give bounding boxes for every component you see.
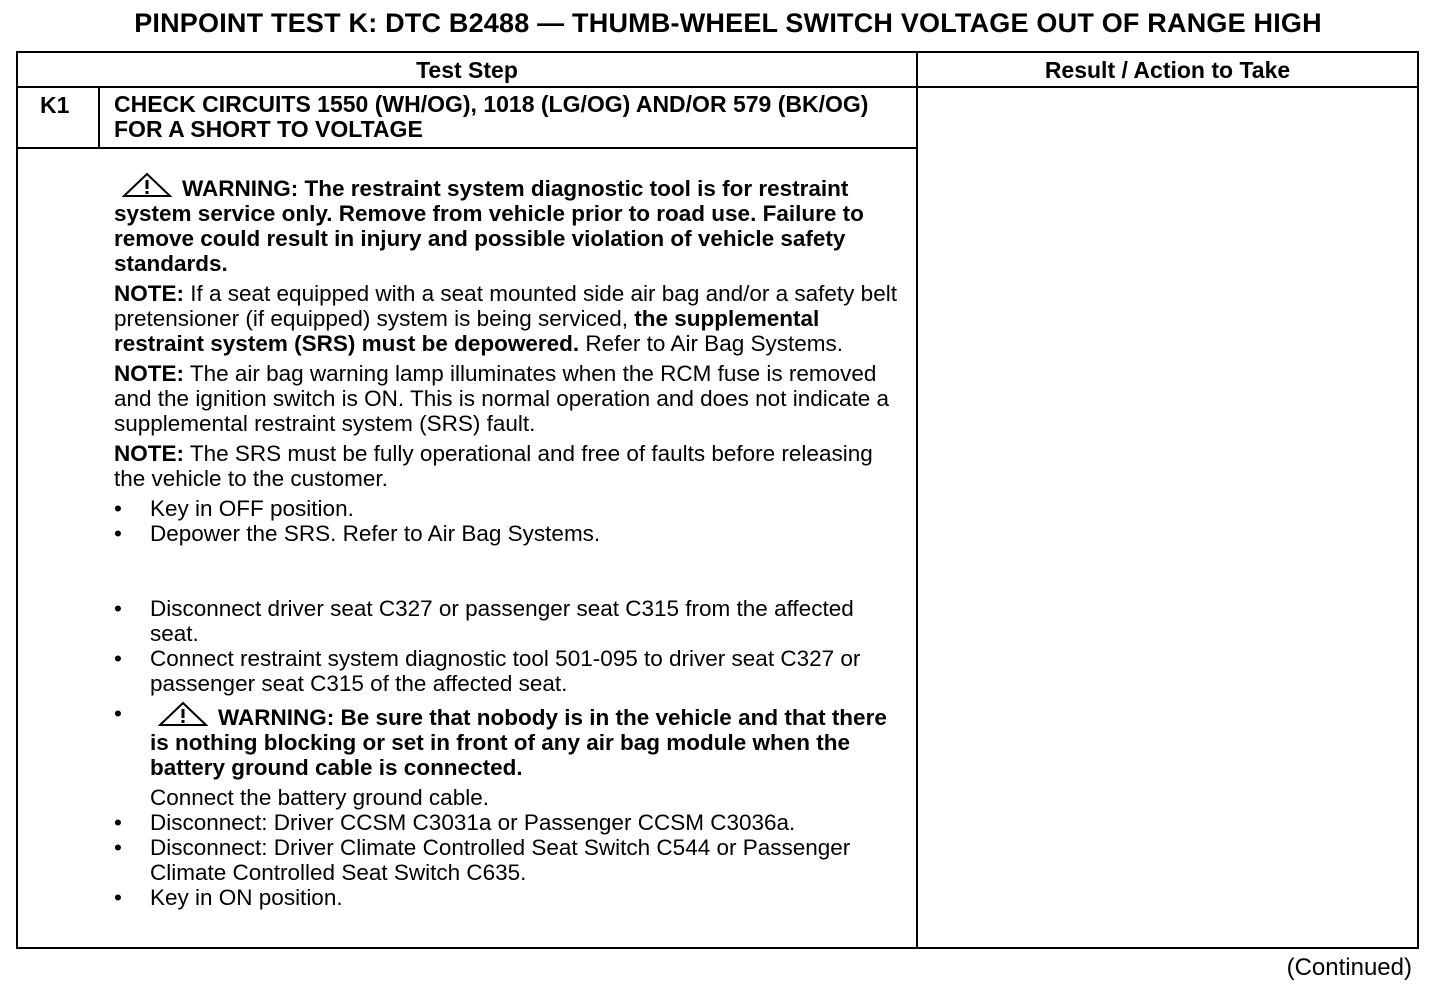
list-item bbox=[114, 885, 904, 910]
page-title: PINPOINT TEST K: DTC B2488 — THUMB-WHEEL SWITCH VOLTAGE OUT OF RANGE HIGH bbox=[134, 8, 1322, 38]
step-title: CHECK CIRCUITS 1550 (WH/OG), 1018 (LG/OG) AND/OR 579 (BK/OG) FOR A SHORT TO VOLTAGE bbox=[114, 91, 869, 142]
list-item bbox=[114, 521, 904, 546]
list-item-text: Key in ON position. bbox=[150, 885, 343, 910]
column-divider bbox=[916, 51, 918, 949]
list-item bbox=[114, 496, 904, 521]
note-label: NOTE: bbox=[114, 441, 184, 466]
step-id-divider bbox=[98, 86, 100, 148]
note-seat-airbag bbox=[114, 281, 904, 356]
warning-text: WARNING: Be sure that nobody is in the vehicle and that there is nothing blocking or set in front of any air bag module when the battery ground cable is connected. bbox=[150, 705, 887, 780]
note-text: The air bag warning lamp illuminates when the RCM fuse is removed and the ignition switch is ON. This is normal operation and does not indicate a supplemental restraint system (SRS) fault. bbox=[114, 361, 890, 436]
bullet-icon: • bbox=[114, 521, 122, 546]
note-warning-lamp bbox=[114, 361, 904, 436]
bullet-icon: • bbox=[114, 701, 122, 726]
note-label: NOTE: bbox=[114, 281, 184, 306]
list-item-text: Connect the battery ground cable. bbox=[150, 785, 489, 810]
warning-triangle-icon bbox=[158, 701, 208, 727]
continued-label: (Continued) bbox=[1286, 954, 1412, 981]
list-item bbox=[114, 810, 904, 835]
warning-block bbox=[114, 172, 904, 276]
list-item-text: Connect restraint system diagnostic tool 501-095 to driver seat C327 or passenger seat C315 of the affected seat. bbox=[150, 646, 861, 696]
bullet-icon: • bbox=[114, 885, 122, 910]
list-item-text: Key in OFF position. bbox=[150, 496, 354, 521]
header-test-step: Test Step bbox=[416, 57, 518, 83]
note-text: If a seat equipped with a seat mounted side air bag and/or a safety belt pretensioner (if equipped) system is being serviced, bbox=[114, 281, 897, 331]
bullet-icon: • bbox=[114, 835, 122, 860]
warning-text: WARNING: The restraint system diagnostic tool is for restraint system service only. Remove from vehicle prior to road use. Failure to remove could result in injury and possible violation of vehicle safety standards. bbox=[114, 176, 864, 276]
bullet-icon: • bbox=[114, 810, 122, 835]
note-srs-operational bbox=[114, 441, 904, 491]
note-label: NOTE: bbox=[114, 361, 184, 386]
header-divider bbox=[16, 86, 1419, 88]
list-item-text: Depower the SRS. Refer to Air Bag Systems. bbox=[150, 521, 601, 546]
step-title-divider bbox=[16, 147, 918, 149]
note-emphasis: the supplemental restraint system (SRS) must be depowered. bbox=[114, 306, 820, 356]
warning-triangle-icon bbox=[122, 172, 172, 198]
list-item bbox=[114, 596, 904, 646]
bullet-icon: • bbox=[114, 496, 122, 521]
header-result-action: Result / Action to Take bbox=[1044, 57, 1291, 83]
note-text: The SRS must be fully operational and free of faults before releasing the vehicle to the customer. bbox=[114, 441, 873, 491]
list-item-text: Disconnect: Driver Climate Controlled Seat Switch C544 or Passenger Climate Controlled Seat Switch C635. bbox=[150, 835, 851, 885]
bullet-icon: • bbox=[114, 596, 122, 621]
list-item-text: Disconnect: Driver CCSM C3031a or Passenger CCSM C3036a. bbox=[150, 810, 796, 835]
step-content bbox=[114, 172, 904, 910]
note-reference: Refer to Air Bag Systems. bbox=[579, 331, 843, 356]
step-id: K1 bbox=[40, 92, 70, 118]
list-item bbox=[114, 835, 904, 885]
list-item-text: Disconnect driver seat C327 or passenger seat C315 from the affected seat. bbox=[150, 596, 854, 646]
bullet-icon: • bbox=[114, 646, 122, 671]
list-item bbox=[114, 701, 904, 810]
list-item bbox=[114, 646, 904, 696]
